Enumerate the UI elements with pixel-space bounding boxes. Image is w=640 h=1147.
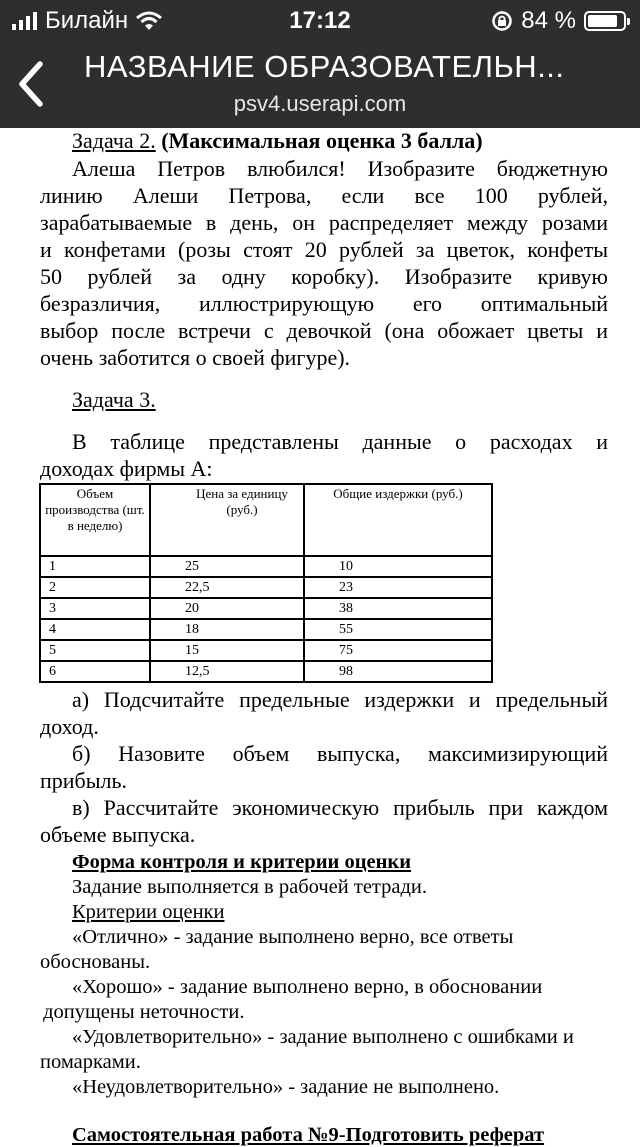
task2-line: и конфетами (розы стоят 20 рублей за цветок, конфеты (40, 237, 608, 262)
criteria-satisfactory-cont: помарками. (40, 1051, 141, 1073)
control-text: Задание выполняется в рабочей тетради. (72, 876, 428, 898)
criteria-unsatisfactory: «Неудовлетворительно» - задание не выполнено. (72, 1076, 500, 1098)
header-cell-volume: Объем производства (шт. в неделю) (40, 484, 150, 556)
table-cell: 75 (304, 640, 492, 661)
question-b-cont: прибыль. (40, 768, 128, 793)
criteria-excellent: «Отлично» - задание выполнено верно, все ответы (72, 926, 514, 948)
task3-intro-line: В таблице представлены данные о расходах и (72, 429, 608, 454)
table-cell: 22,5 (150, 577, 304, 598)
table-cell: 98 (304, 661, 492, 682)
question-b: б) Назовите объем выпуска, максимизирующий (72, 741, 608, 766)
criteria-excellent-cont: обоснованы. (40, 951, 151, 973)
control-heading: Форма контроля и критерии оценки (72, 851, 412, 873)
task3-heading (72, 388, 156, 412)
table-cell: 3 (40, 598, 150, 619)
table-cell: 23 (304, 577, 492, 598)
task2-line: безразличия, иллюстрирующую его оптимальный (40, 291, 608, 316)
table-header-row (40, 484, 492, 556)
task3-intro-line: доходах фирмы А: (40, 456, 213, 481)
table-cell: 2 (40, 577, 150, 598)
document-url: psv4.userapi.com (233, 91, 407, 116)
table-cell: 18 (150, 619, 304, 640)
task2-line: зарабатываемые в день, он распределяет между розами (40, 210, 608, 235)
table-cell: 55 (304, 619, 492, 640)
task2-line: линию Алеши Петрова, если все 100 рублей, (40, 183, 608, 208)
header-cell-price: Цена за единицу (руб.) (150, 484, 304, 556)
status-right (491, 7, 626, 35)
task2-line: Алеша Петров влюбился! Изобразите бюджетную (72, 156, 608, 181)
table-cell: 10 (304, 556, 492, 577)
question-a-cont: доход. (40, 714, 99, 739)
table-cell: 15 (150, 640, 304, 661)
table-row (40, 619, 492, 640)
table-row (40, 640, 492, 661)
orientation-lock-icon (491, 10, 513, 32)
status-time: 17:12 (289, 7, 351, 34)
task2-title: (Максимальная оценка 3 балла) (161, 128, 483, 153)
criteria-good-cont: допущены неточности. (38, 1001, 245, 1023)
criteria-good: «Хорошо» - задание выполнено верно, в обосновании (72, 976, 543, 998)
footer-heading: Самостоятельная работа №9-Подготовить реферат (72, 1124, 545, 1146)
signal-icon (12, 12, 37, 30)
criteria-heading: Критерии оценки (72, 901, 225, 923)
task2-line: 50 рублей за одну коробку). Изобразите кривую (40, 264, 608, 289)
question-c: в) Рассчитайте экономическую прибыль при каждом (72, 795, 608, 820)
task2-heading (72, 129, 483, 153)
table-cell: 25 (150, 556, 304, 577)
task2-line: выбор после встречи с девочкой (она обожает цветы и (40, 318, 608, 343)
carrier-name: Билайн (45, 7, 129, 34)
wifi-icon (136, 11, 162, 31)
table-cell: 1 (40, 556, 150, 577)
document-title: НАЗВАНИЕ ОБРАЗОВАТЕЛЬН... (84, 49, 565, 84)
table-cell: 20 (150, 598, 304, 619)
header-cell-total-cost: Общие издержки (руб.) (304, 484, 492, 556)
table-cell: 38 (304, 598, 492, 619)
table-cell: 4 (40, 619, 150, 640)
table-row (40, 577, 492, 598)
task3-label: Задача 3. (72, 387, 156, 412)
table-cell: 12,5 (150, 661, 304, 682)
question-a: а) Подсчитайте предельные издержки и предельный (72, 687, 608, 712)
table-row (40, 556, 492, 577)
question-c-cont: объеме выпуска. (40, 822, 196, 847)
top-bar (0, 0, 640, 128)
task2-line: очень заботится о своей фигуре). (40, 345, 351, 370)
battery-icon (584, 11, 626, 31)
task2-label: Задача 2. (72, 128, 156, 153)
table-cell: 5 (40, 640, 150, 661)
data-table (39, 483, 493, 683)
criteria-satisfactory: «Удовлетворительно» - задание выполнено с ошибками и (72, 1026, 574, 1048)
table-cell: 6 (40, 661, 150, 682)
status-left (12, 7, 162, 35)
table-row (40, 661, 492, 682)
battery-percent: 84 % (521, 7, 576, 34)
table-row (40, 598, 492, 619)
